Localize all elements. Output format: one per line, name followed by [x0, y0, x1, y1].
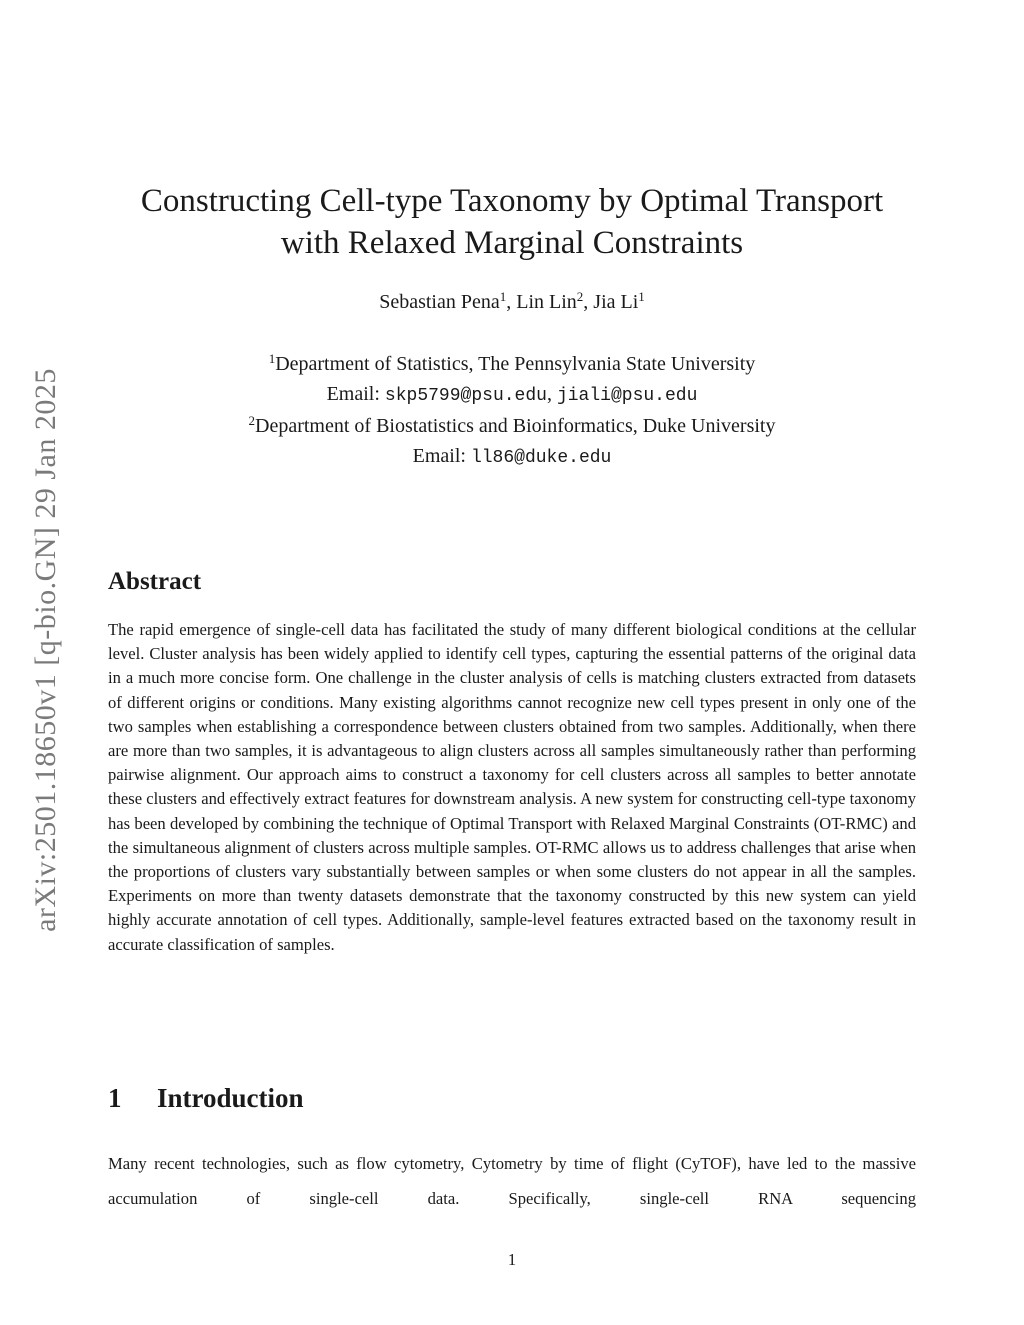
affiliation-department: Department of Statistics, The Pennsylvania State University [275, 353, 756, 375]
author-affiliation-mark: 1 [638, 289, 645, 304]
author-name: Sebastian Pena [379, 291, 500, 313]
author-affiliation-mark: 2 [576, 289, 584, 304]
author-affiliation-mark: 1 [499, 289, 507, 304]
arxiv-identifier-stamp: arXiv:2501.18650v1 [q-bio.GN] 29 Jan 2025 [29, 368, 62, 932]
author-list [0, 289, 1024, 315]
email-label: Email: [326, 383, 385, 405]
title-line-2: with Relaxed Marginal Constraints [280, 225, 744, 261]
section-heading-introduction [108, 1082, 304, 1114]
affiliation-2-department [0, 411, 1024, 441]
abstract-heading: Abstract [108, 568, 202, 595]
author-separator: , [506, 291, 517, 313]
email-separator: , [546, 383, 557, 405]
abstract-text: The rapid emergence of single-cell data has facilitated the study of many different biological conditions at the cellular level. Cluster analysis has been widely applied to identify cell types, capturing the essential patterns of the original data in a much more concise form. One challenge in the cluster analysis of cells is matching clusters extracted from datasets of different origins or conditions. Many existing algorithms cannot recognize new cell types present in only one of the two samples when establishing a correspondence between clusters obtained from two samples. Additionally, when there are more than two samples, it is advantageous to align clusters across all samples simultaneously rather than performing pairwise alignment. Our approach aims to construct a taxonomy for cell clusters across all samples to better annotate these clusters and effectively extract features for downstream analysis. A new system for constructing cell-type taxonomy has been developed by combining the technique of Optimal Transport with Relaxed Marginal Constraints (OT-RMC) and the simultaneous alignment of clusters across multiple samples. OT-RMC allows us to address challenges that arise when the proportions of clusters vary substantially between samples or when some clusters do not appear in all the samples. Experiments on more than twenty datasets demonstrate that the taxonomy constructed by this new system can yield highly accurate annotation of cell types. Additionally, sample-level features extracted based on the taxonomy result in accurate classification of samples. [108, 620, 916, 954]
paper-title [0, 180, 1024, 264]
email-label: Email: [412, 445, 471, 467]
email-address[interactable]: ll86@duke.edu [470, 448, 612, 468]
affiliation-department: Department of Biostatistics and Bioinformatics, Duke University [255, 415, 776, 437]
section-title: Introduction [157, 1083, 304, 1113]
affiliation-2-email-line [0, 441, 1024, 473]
author-name: Jia Li [593, 291, 639, 313]
email-address[interactable]: skp5799@psu.edu [384, 386, 547, 406]
author-name: Lin Lin [516, 291, 577, 313]
affiliations-block [0, 349, 1024, 473]
email-address[interactable]: jiali@psu.edu [556, 386, 698, 406]
page-number: 1 [507, 1250, 517, 1269]
introduction-text: Many recent technologies, such as flow cytometry, Cytometry by time of flight (CyTOF), have led to the massive accumulation of single-cell data. Specifically, single-cell RNA sequencing [108, 1154, 916, 1208]
affiliation-1-department [0, 349, 1024, 379]
author-separator: , [583, 291, 594, 313]
affiliation-mark: 2 [248, 413, 256, 428]
affiliation-1-email-line [0, 379, 1024, 411]
title-line-1: Constructing Cell-type Taxonomy by Optimal Transport [140, 183, 884, 219]
affiliation-mark: 1 [268, 351, 276, 366]
section-number: 1 [108, 1083, 122, 1113]
